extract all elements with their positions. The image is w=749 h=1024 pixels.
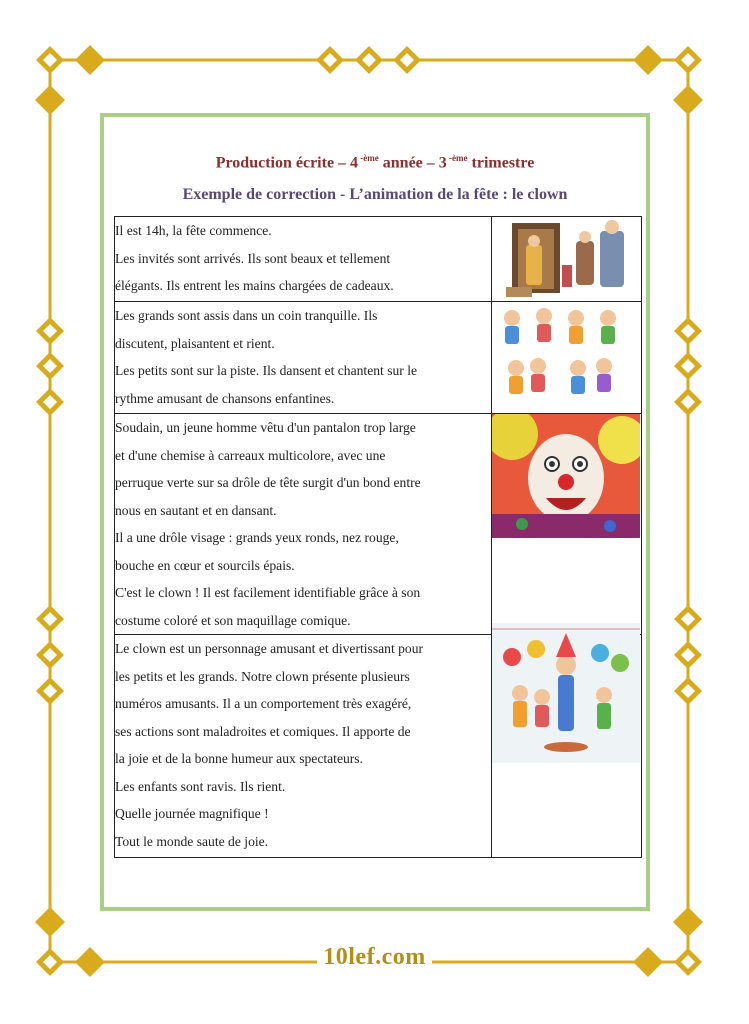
table-row [115, 302, 642, 414]
image-cell [491, 217, 641, 302]
guests-arriving-illustration [492, 217, 641, 301]
site-watermark: 10lef.com [0, 944, 749, 971]
paragraph-cell: Soudain, un jeune homme vêtu d'un pantalon trop large et d'une chemise à carreaux multicolore, avec une perruque verte sur sa drôle de tête surgit d'un bond entre nous en sautant et en dansant. Il a une drôle visage : grands yeux ronds, nez rouge, bouche en cœur et sourcils épais. C'est le clown ! Il est facilement identifiable grâce à son costume coloré et son maquillage comique. [115, 414, 492, 635]
image-cell [491, 635, 641, 858]
page-subtitle: Exemple de correction - L’animation de la fête : le clown [182, 186, 568, 203]
paragraph-cell: Le clown est un personnage amusant et divertissant pour les petits et les grands. Notre clown présente plusieurs numéros amusants. Il a un comportement très exagéré, ses actions sont maladroites et comiques. Il apporte de la joie et de la bonne humeur aux spectateurs. Les enfants sont ravis. Ils rient. Quelle journée magnifique ! Tout le monde saute de joie. [115, 635, 492, 858]
table-row [115, 414, 642, 635]
image-cell [491, 302, 641, 414]
paragraph-cell: Il est 14h, la fête commence. Les invités sont arrivés. Ils sont beaux et tellement élégants. Ils entrent les mains chargées de cadeaux. [115, 217, 492, 302]
clown-face-photo [492, 414, 641, 538]
image-cell [491, 414, 641, 635]
children-dancing-illustration [492, 302, 641, 413]
table-row [115, 217, 642, 302]
page-title: Production écrite – 4 $^{-ème}$ année – 3 $^{-ème}$ trimestre [215, 153, 535, 172]
table-row [115, 635, 642, 858]
worksheet-page [100, 113, 650, 911]
paragraph-cell: Les grands sont assis dans un coin tranquille. Ils discutent, plaisantent et rient. Les petits sont sur la piste. Ils dansent et chantent sur le rythme amusant de chansons enfantines. [115, 302, 492, 414]
clown-party-illustration [492, 623, 641, 763]
story-table [114, 216, 642, 858]
